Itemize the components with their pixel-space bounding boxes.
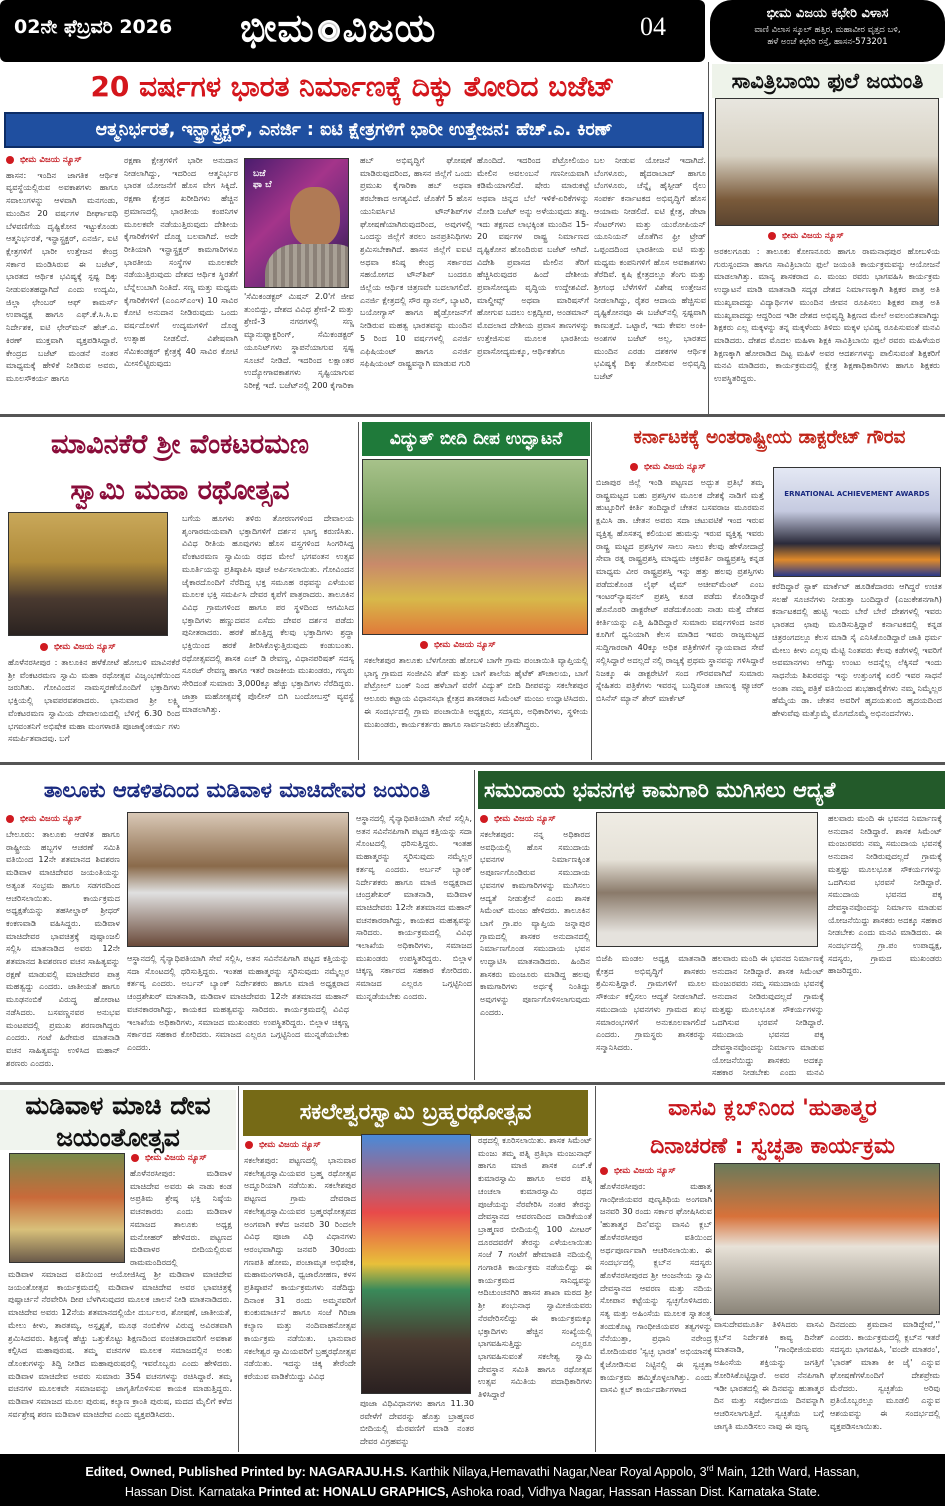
vasavi-headline-line1: ವಾಸವಿ ಕ್ಲಬ್‌ನಿಂದ 'ಹುತಾತ್ಮರ <box>668 1096 877 1121</box>
title-left: ಭೀಮ <box>240 6 315 50</box>
section-divider <box>0 414 945 417</box>
imprint-district: Hassan Dist. Karnataka <box>124 1485 259 1500</box>
newspaper-title <box>240 6 436 51</box>
photo-madivala <box>9 1153 125 1263</box>
sakaleshwara-headline: ಸಕಲೇಶ್ವರಸ್ವಾಮಿ ಬ್ರಹ್ಮರಥೋತ್ಸವ <box>243 1090 588 1136</box>
photo-streetlight <box>362 459 588 635</box>
vasavi-headline <box>600 1090 945 1170</box>
mavinakere-column-1: ಹೊಳೆನರಸೀಪುರ : ತಾಲೂಕಿನ ಹಳೆಕೋಟೆ ಹೋಬಳಿ ಮಾವಿನಕೆರೆ ಶ್ರೀ ವೆಂಕಟರಮಣ ಸ್ವಾಮಿ ಮಹಾ ರಥೋತ್ಸವ ವಿಜೃಂಭಣೆಯಿಂದ ಜರುಗಿತು. ಗೋವಿಂದನ ನಾಮಸ್ಮರಣೆಯೊಂದಿಗೆ ಭಕ್ತಾದಿಗಳು ಭಕ್ತಿಯಲ್ಲಿ ಭಾವಪರವಶರಾದರು. ಭಾನುವಾರ ಶ್ರೀ ಲಕ್ಷ್ಮಿ ವೆಂಕಟರಮಣ ಸ್ವಾಮಿಯ ದೇವಾಲಯದಲ್ಲಿ ಬೆಳಿಗ್ಗೆ 6.30 ರಿಂದ ಭಗವಂತನಿಗೆ ಅಭಿಷೇಕ ಮಹಾ ಮಂಗಳಾರತಿ ಪೂಜಾಕೈಂಕರ್ಯ ಗಳು ಸಮರ್ಪಿತವಾದವು. ಬಗೆ <box>8 657 180 744</box>
madivala-headline <box>0 1090 236 1150</box>
mavinakere-column-2: ಬಗೆಯ ಹೂಗಳು ತಳಿರು ತೋರಣಗಳಿಂದ ದೇವಾಲಯ ಶೃಂಗಾರಮಯವಾಗಿ ಭಕ್ತಾದಿಗಳಿಗೆ ದರ್ಶನ ಭಾಗ್ಯ ಕರುಣಿಸಿತು. ವಿವಿಧ ರೀತಿಯ ಹೂವುಗಳು ಹೊಸ ವಸ್ತ್ರಗಳಿಂದ ಸಿಂಗರಿಸಿದ್ದ ವೆಂಕಟರಮಣ ಸ್ವಾಮಿಯ ರಥದ ಮೇಲೆ ಭಗವಂತನ ಉತ್ಸವ ಮೂರ್ತಿಯನ್ನು ಪ್ರತಿಷ್ಠಾಪಿಸಿ ಪೂಜೆ ಅರ್ಪಿಸಲಾಯಿತು. ಗೋವಿಂದನ ಜೈಕಾರದೊಂದಿಗೆ ನೆರೆದಿದ್ದ ಭಕ್ತ ಸಮೂಹ ರಥವನ್ನು ಎಳೆಯುವ ಮೂಲಕ ಭಕ್ತಿ ಸಮರ್ಪಿಸಿ ದೇವರ ಕೃಪೆಗೆ ಪಾತ್ರರಾದರು. ತಾಲೂಕಿನ ವಿವಿಧ ಗ್ರಾಮಗಳಿಂದ ಹಾಗೂ ಪರ ಸ್ಥಳದಿಂದ ಆಗಮಿಸಿದ ಭಕ್ತಾದಿಗಳು ಹಣ್ಣುದವನ ಎಸೆದು ದೇವರ ದರ್ಶನ ಪಡೆದು ಪುನೀತರಾದರು. ಹರಕೆ ಹೊತ್ತಿದ್ದ ಕೆಲವು ಭಕ್ತಾದಿಗಳು ಶ್ರದ್ಧಾ ಭಕ್ತಿಯಿಂದ ಹರಕೆ ತೀರಿಸಿಕೊಳ್ಳುತ್ತಿರುವುದು ಕಂಡುಬಂತು. ರಥೋತ್ಸವದಲ್ಲಿ ಶಾಸಕ ಎಚ್ ಡಿ ರೇವಣ್ಣ, ವಿಧಾನಪರಿಷತ್ ಸದಸ್ಯ ಸೂರಜ್ ರೇವಣ್ಣ ಹಾಗೂ ಇತರೆ ರಾಜಕೀಯ ಮುಖಂಡರು, ಗಣ್ಯರು ಸೇರಿದಂತೆ ಸುಮಾರು 3,000ಕ್ಕೂ ಹೆಚ್ಚು ಭಕ್ತಾದಿಗಳು ನೆರೆದಿದ್ದರು. ಜಾತ್ರಾ ಮಹೋತ್ಸವಕ್ಕೆ ಪೊಲೀಸ್ ಬಿಗಿ ಬಂದೋಬಸ್ತ್ ವ್ಯವಸ್ಥೆ ಮಾಡಲಾಗಿತ್ತು. <box>182 513 354 714</box>
vasavi-column-3: ದಿನದಂದು ಶ್ರಮದಾನ ಮಾಡಿದ್ದೇವೆ,'' ಎಂದರು. ಕಾರ್ಯಕ್ರಮದಲ್ಲಿ ಕ್ಲಬ್‌ನ ಇತರೆ ಸದಸ್ಯರು ಭಾಗವಹಿಸಿ, 'ವಂದೇ ಮಾತರಂ', 'ಭಾರತ್ ಮಾತಾ ಕೀ ಜೈ' ಎನ್ನುವ ಘೋಷಣೆಗಳೊಂದಿಗೆ ದೇಶಪ್ರೇಮ ಮೆರೆದರು. ಸ್ವಚ್ಛತೆಯ ಅರಿವು ಪ್ರತಿಯೊಬ್ಬರಲ್ಲೂ ಮೂಡಲಿ ಎನ್ನುವ ಆಶಯವನ್ನು ಈ ಸಂದರ್ಭದಲ್ಲಿ ವ್ಯಕ್ತಪಡಿಸಲಾಯಿತು. <box>830 1319 940 1431</box>
streetlight-byline: ಭೀಮ ವಿಜಯ ನ್ಯೂಸ್ <box>420 640 496 650</box>
column-divider <box>591 422 592 760</box>
doctorate-column-1: ಬಿಜಾಪುರ ಜಿಲ್ಲೆ ಇಂಡಿ ಪಟ್ಟಣದ ಅದ್ಭುತ ಪ್ರತಿಭೆ ತಮ್ಮ ರಾಷ್ಟ್ರಮಟ್ಟದ ಬಹು ಪ್ರಶಸ್ತಿಗಳ ಮೂಲಕ ದೇಶಕ್ಕೆ ನಾಡಿಗೆ ಮತ್ತೆ ಹುಟ್ಟೂರಿಗೆ ಕೀರ್ತಿ ತಂದಿದ್ದಾರೆ ಚೇತನ ಬಸವರಾಜ ಮೂರಮನ ಕ್ಷಮಿಸಿ ಡಾ. ಚೇತನ ಅವರು ಸದಾ ಚಟುವಟಿಕೆ ಇಂದ ಇರುವ ವ್ಯಕ್ತಿತ್ವ ಹೊಸತನ್ನ ಕಲಿಯುವ ಹುಮಸ್ಸು ಇರುವ ವ್ಯಕ್ತಿತ್ವ ಇವರು ರಾಷ್ಟ್ರ ಮಟ್ಟದ ಪ್ರಶಸ್ತಿಗಳ ಸಾಲು ಸಾಲು ಕೆಲವು ಹೇಳೋದಾದ್ರೆ ಸೇವಾ ರತ್ನ ರಾಷ್ಟ್ರಪ್ರಶಸ್ತಿ ಮಾಧ್ಯಮ ಚಕ್ರವರ್ತಿ ರಾಷ್ಟ್ರಪ್ರಶಸ್ತಿ ಕನ್ನಡ ಮಾಧ್ಯಮ ವೀರ ರಾಷ್ಟ್ರಪ್ರಶಸ್ತಿ ಇನ್ನು ಹತ್ತು ಹಲವು ಪ್ರಶಸ್ತಿಗಳು ಪಡೆದುಕೊಂಡ ಲೈಫ್ ಟೈಮ್ ಅಚೀವ್‌ಮೆಂಟ್ ಎಂಬ ಇಂಟರ್‌ನ್ಯಾಷನಲ್ ಪ್ರಶಸ್ತಿ ಕೂಡ ಪಡೆದು ಕೊಂಡಿದ್ದಾರೆ ಹೊನೊರರಿ ಡಾಕ್ಟರೇಟ್ ಪಡೆದುಕೊಂಡು ನಾಡು ಮತ್ತೆ ದೇಶದ ಕೀರ್ತಿಯನ್ನು ಎತ್ತಿ ಹಿಡಿದಿದ್ದಾರೆ ಸುಮಾರು ವರ್ಷಗಳಿಂದ ಜನರ ಕೂಗಿಗೆ ಧ್ವನಿಯಾಗಿ ಕೆಲಸ ಮಾಡಿದ ಇವರು ರಾಜ್ಯಮಟ್ಟದ ಸುದ್ದಿಗಾರರಾಗಿ 40ಕ್ಕೂ ಅಧಿಕ ಪತ್ರಿಕೆಗಳಿಗೆ ನ್ಯಾಯವಾದ ಸೇವೆ ಸಲ್ಲಿಸಿದ್ದಾರೆ ಅದಲ್ಲದೆ ನಲ್ಲಿ ರಾಜ್ಯಕ್ಕೆ ಪ್ರಥಮ ಸ್ಥಾನವನ್ನು ಗಳಿಸಿದ್ದಾರೆ ನಿಜಕ್ಕೂ ಈ ಡಾಕ್ಟರೇಟಿಗೆ ಸಂದ ಗೌರವವಾಗಿದೆ ಸುಮಾರು ಸ್ನೇಹಿತರು ಪತ್ರಿಕೆಗಳು ಇವರನ್ನ ಬುದ್ಧಿವಂತ ಚಾಣುಕ್ಯ ಫ್ಯೂಚರ್ ಬಿಸಿನೆಸ್ ಮ್ಯಾನ್ ಶೇರ್ ಮಾರ್ಕೆಟ್ <box>596 477 764 703</box>
madivala-body: ಮಡಿವಾಳ ಸಮಾಜದ ವತಿಯಿಂದ ಆಯೋಜಿಸಿದ್ದ ಶ್ರೀ ಮಡಿವಾಳ ಮಾಚಿದೇವ ಜಯಂತೋತ್ಸವ ಕಾರ್ಯಕ್ರಮದಲ್ಲಿ ಮಡಿವಾಳ ಮಾಚಿದೇವ ಅವರ ಭಾವಚಿತ್ರಕ್ಕೆ ಪುಷ್ಪಾರ್ಚನೆ ನೆರವೇರಿಸಿ ದೀಪ ಬೆಳಗಿಸುವುದರ ಮೂಲಕ ಚಾಲನೆ ನೀಡಿ ಮಾತನಾಡಿದರು. ಮಾಚಿದೇವ ಅವರು 12ನೆಯ ಶತಮಾನದಲ್ಲಿಯೇ ದುರ್ಬಲರ, ಶೋಷಣೆ, ಜಾತೀಯತೆ, ಮೇಲು ಕೀಳು, ತಾರತಮ್ಯ, ಅಸ್ಪೃಶ್ಯತೆ, ಮೂಢ ನಂಬಿಕೆಗಳ ವಿರುದ್ಧ ಅವಿರತವಾಗಿ ಶ್ರಮಿಸಿದವರು. ಶಿಕ್ಷಣಕ್ಕೆ ಹೆಚ್ಚು ಒತ್ತುಕೊಟ್ಟು ಶಿಕ್ಷಣದಿಂದ ವಂಚಿತರಾದವರಿಗೆ ಅವಕಾಶ ಕಲ್ಪಿಸಿದ ಮಹಾಪುರುಷ. ತಮ್ಮ ವಚನಗಳ ಮೂಲಕ ಸಮಾಜದಲ್ಲಿನ ಅಂಕು ಡೊಂಕುಗಳನ್ನು ತಿದ್ದಿ ನೀಡಿದ ಮಹಾಪುರುಷರಲ್ಲಿ ಇವರೊಬ್ಬರು ಎಂದು ಹೇಳಿದರು. ಮಡಿವಾಳ ಮಾಚಿದೇವ ಅವರು ಸುಮಾರು 354 ವಚನಗಳನ್ನು ರಚಿಸಿದ್ದಾರೆ. ತಮ್ಮ ವಚನಗಳ ಮೂಲಕವೇ ಸಮಾಜವನ್ನು ಜಾಗೃತಿಗೊಳಿಸುವ ಕಾಯಕ ಮಾಡುತ್ತಿದ್ದರು. ಮಡಿವಾಳ ಸಮಾಜದ ಮೂಲ ಪುರುಷ, ಕಲ್ಯಾಣ ಕ್ರಾಂತಿ ಪುರುಷ, ಮದದ ಮೈಲಿಗೆ ಕಳೆದ ಸರ್ವಶ್ರೇಷ್ಠ ಶರಣ ಮಡಿವಾಳ ಮಾಚಿದೇವ ಎಂದು ವ್ಯಕ್ತಪಡಿಸಿದರು. <box>8 1269 232 1419</box>
column-divider <box>474 770 475 1080</box>
savitribai-body: ಅರಕಲಗೂಡು : ತಾಲೂಕು ಕೋಣನೂರು ಹಾಗೂ ರಾಮನಾಥಪುರ ಹೋಬಳಿಯ ಗುರುಸ್ಪಂದನಾ ಹಾಗೂ ಸಾವಿತ್ರಿಬಾಯಿ ಫುಲೆ ಜಯಂತಿ ಕಾರ್ಯಕ್ರಮವನ್ನು ಆಯೋಜನೆ ಮಾಡಲಾಗಿತ್ತು. ಮಾನ್ಯ ಶಾಸಕರಾದ ಎ. ಮಂಜು ರವರು ಭಾಗವಹಿಸಿ ಕಾರ್ಯಕ್ರಮ ಉದ್ಘಾಟನೆ ಮಾಡಿ ಮಾತನಾಡಿ ಸದೃಢ ದೇಶದ ನಿರ್ಮಾಣಕ್ಕಾಗಿ ಶಿಕ್ಷಕರ ಪಾತ್ರ ಅತಿ ಮುಖ್ಯವಾದದ್ದು ವಿದ್ಯಾರ್ಥಿಗಳ ಮುಂದಿನ ಜೀವನ ರೂಪಿಸಲು ಶಿಕ್ಷಕರ ಪಾತ್ರ ಅತಿ ಮುಖ್ಯವಾದದ್ದು ಆದ್ದರಿಂದ ಇಡೀ ದೇಶದ ಅಭಿವೃದ್ಧಿ ಶಿಕ್ಷಣದ ಮೇಲೆ ಅವಲಂಬಿತವಾಗಿದ್ದು ಶಿಕ್ಷಕರು ಎಲ್ಲ ಮಕ್ಕಳನ್ನು ತನ್ನ ಮಕ್ಕಳೆಂದು ತಿಳಿದು ಮಕ್ಕಳ ಭವಿಷ್ಯ ರೂಪಿಸುವಂತೆ ಮನವಿ ಮಾಡಿದರು. ದೇಶದ ಮೊದಲ ಮಹಿಳಾ ಶಿಕ್ಷಕಿ ಸಾವಿತ್ರಿಬಾಯಿ ಫುಲೆ ರವರು ಮಹಿಳೆಯರ ಶಿಕ್ಷಣಕ್ಕಾಗಿ ಹೋರಾಡಿದ ದಿಟ್ಟ ಮಹಿಳೆ ಅವರ ಆದರ್ಶಗಳನ್ನು ಪಾಲಿಸುವಂತೆ ಶಿಕ್ಷಕರಿಗೆ ಮನವಿ ಮಾಡಿದರು, ಕಾರ್ಯಕ್ರಮದಲ್ಲಿ ಕ್ಷೇತ್ರ ಶಿಕ್ಷಣಾಧಿಕಾರಿಗಳು ಹಾಗೂ ಶಿಕ್ಷಕರು ಉಪಸ್ಥಿತರಿದ್ದರು. <box>714 246 940 384</box>
sakaleshwara-caption: ಪೂಜಾ ವಿಧಿವಿಧಾನಗಳು ಹಾಗೂ 11.30 ರವೇಳೆಗೆ ದೇವರನ್ನು ಹೊತ್ತು ಬ್ರಾಹ್ಮಣರ ಬೀದಿಯಲ್ಲಿ ಮೆರವಣಿಗೆ ಮಾಡಿ ನಂತರ ದೇವರ ವಿಗ್ರಹವನ್ನು <box>360 1398 474 1447</box>
column-divider <box>358 422 359 760</box>
imprint-line-1 <box>0 1459 945 1482</box>
imprint-superscript: rd <box>706 1464 714 1473</box>
photo-kiran <box>244 158 349 288</box>
vasavi-headline-line2: ದಿನಾಚರಣೆ : ಸ್ವಚ್ಛತಾ ಕಾರ್ಯಕ್ರಮ <box>650 1134 895 1159</box>
section-divider <box>0 1082 945 1085</box>
savitribai-headline: ಸಾವಿತ್ರಿಬಾಯಿ ಫುಲೆ ಜಯಂತಿ <box>712 64 943 98</box>
imprint-address: Karthik Nilaya,Hemavathi Nagar,Near Royal Appolo, 3 <box>407 1465 707 1480</box>
sakaleshwara-column-3: ರಥದಲ್ಲಿ ಕೂರಿಸಲಾಯಿತು. ಶಾಸಕ ಸಿಮೆಂಟ್ ಮಂಜು ತಮ್ಮ ಪತ್ನಿ ಪ್ರತಿಭಾ ಮಂಜುನಾಥ್ ಹಾಗೂ ಮಾಜಿ ಶಾಸಕ ಎಚ್.ಕೆ ಕುಮಾರಸ್ವಾಮಿ ಹಾಗೂ ಅವರ ಪತ್ನಿ ಚಂಚಲಾ ಕುಮಾರಸ್ವಾಮಿ ರಥದ ಪೂಜೆಯನ್ನು ನೆರವೇರಿಸಿ ನಂತರ ತೇರನ್ನು ದೇವಸ್ಥಾನದ ಆವರಣದಿಂದ ವಾಡಿಕೆಯಂತೆ ಬ್ರಾಹ್ಮಣರ ಬೀದಿಯಲ್ಲಿ 100 ಮೀಟರ್ ದೂರದವರೆಗೆ ತೇರನ್ನು ಎಳೆಯಲಾಯಿತು ಸಂಜೆ 7 ಗಂಟೆಗೆ ಹೇಮಾವತಿ ನದಿಯಲ್ಲಿ ಗಂಗಾರತಿ ಕಾರ್ಯಕ್ರಮ ನಡೆಯಲಿದ್ದು ಈ ಕಾರ್ಯಕ್ರಮದ ಸಾನಿಧ್ಯವನ್ನು ಆದಿಚುಂಚನಗಿರಿ ಹಾಸನ ಶಾಖಾ ಮಠದ ಶ್ರೀ ಶ್ರೀ ಶಂಭುನಾಥ ಸ್ವಾಮೀಜಿಯವರು ನೆರವೇರಿಸಲಿದ್ದು ಈ ಕಾರ್ಯಕ್ರಮಕ್ಕೂ ಭಕ್ತಾದಿಗಳು ಹೆಚ್ಚಿನ ಸಂಖ್ಯೆಯಲ್ಲಿ ಭಾಗವಹಿಸುತ್ತಿದ್ದು ಎಲ್ಲರೂ ಭಾಗವಹಿಸುವಂತೆ ಸಕಲೇಶ್ವ ಸ್ವಾಮಿ ದೇವಸ್ಥಾನ ಸಮಿತಿ ಹಾಗೂ ರಥೋತ್ಸವ ಉತ್ಸವ ಸಮಿತಿಯ ಪದಾಧಿಕಾರಿಗಳು ತಿಳಿಸಿದ್ದಾರೆ <box>478 1135 592 1400</box>
office-line-1: ವಾಣಿ ವಿಲಾಸ ಸ್ಕೂಲ್ ಹತ್ತಿರ, ಮಹಾವೀರ ವೃತ್ತದ ಬಳಿ, <box>754 25 901 35</box>
bullet-icon <box>245 1141 253 1149</box>
bullet-icon <box>480 815 488 823</box>
mavinakere-headline <box>0 422 360 522</box>
section-divider <box>0 762 945 765</box>
savitribai-byline: ಭೀಮ ವಿಜಯ ನ್ಯೂಸ್ <box>768 231 844 241</box>
budget-column-5: ಹೊಂದಿದೆ. ಇದರಿಂದ ಪೆಟ್ರೋಲಿಯಂ ಮೇಲಿನ ಅವಲಂಬನೆ ಗಣನೀಯವಾಗಿ ಕಡಿಮೆಯಾಗಲಿದೆ. ಷೇರು ಮಾರುಕಟ್ಟೆ ಅಥವಾ ಚಿನ್ನದ ಬೆಲೆ ಇಳಿಕೆ-ಏರಿಕೆಗಳನ್ನು ನೋಡಿ ಬಜೆಟ್ ಅನ್ನು ಅಳೆಯುವುದು ತಪ್ಪು. ಇದು ತಕ್ಷಣದ ಲಾಭಕ್ಕಿಂತ ಮುಂದಿನ 15-20 ವರ್ಷಗಳ ರಾಷ್ಟ್ರ ನಿರ್ಮಾಣದ ದೃಷ್ಟಿಕೋನ ಹೊಂದಿರುವ ಬಜೆಟ್ ಆಗಿದೆ. ವಿದೇಶಿ ಪ್ರವಾಸದ ಮೇಲಿನ ತೆರಿಗೆ ಹೆಚ್ಚಿಸಿರುವುದರ ಹಿಂದೆ ದೇಶೀಯ ಪ್ರವಾಸೋದ್ಯಮ ವೃದ್ಧಿಯ ಉದ್ದೇಶವಿದೆ. ಮಾಲ್ಡೀವ್ಸ್ ಅಥವಾ ಮಾರಿಷಸ್‌ಗೆ ಹೋಗುವ ಬದಲು ಲಕ್ಷದ್ವೀಪ, ಅಂಡಮಾನ್ ಮೊದಲಾದ ದೇಶೀಯ ಪ್ರವಾಸ ತಾಣಗಳನ್ನು ಉತ್ತೇಜಿಸುವ ಮೂಲಕ ಭಾರತೀಯ ಪ್ರವಾಸೋದ್ಯಮಕ್ಕೂ, ಆರ್ಥಿಕತೆಗೂ <box>477 155 589 356</box>
vasavi-column-2: ವಾಸುದೇವಮೂರ್ತಿ ತಿಳಿಸಿದರು ವಾಸವಿ ಕ್ಲಬ್‌ನ ನಿರ್ದೇಶಕಿ ಕಾವ್ಯ ದಿನೇಶ್ ಮಾತನಾಡಿ, ''ಗಾಂಧೀಜಿಯವರು ಅಹಿಂಸೆಯ ಶಕ್ತಿಯನ್ನು ಜಗತ್ತಿಗೆ ತೋರಿಸಿಕೊಟ್ಟಿದ್ದಾರೆ. ಅವರ ನೆನಪಿಗಾಗಿ ಇಡೀ ಭಾರತದಲ್ಲಿ ಈ ದಿನವನ್ನು ಹುತಾತ್ಮರ ದಿನ ಮತ್ತು ಸರ್ವೋದಯ ದಿನವನ್ನಾಗಿ ಆಚರಿಸಲಾಗುತ್ತಿದೆ. ಸ್ವಚ್ಛತೆಯ ಬಗ್ಗೆ ಜಾಗೃತಿ ಮೂಡಿಸಲು ನಾವು ಈ ಪುಣ್ಯ <box>714 1319 824 1431</box>
samudaya-headline: ಸಮುದಾಯ ಭವನಗಳ ಕಾಮಗಾರಿ ಮುಗಿಸಲು ಆದ್ಯತೆ <box>478 771 945 809</box>
samudaya-column-1: ಸಕಲೇಶಪುರ: ನನ್ನ ಅಧಿಕಾರದ ಅವಧಿಯಲ್ಲಿ ಹೊಸ ಸಮುದಾಯ ಭವನಗಳ ನಿರ್ಮಾಣಕ್ಕಿಂತ ಅಪೂರ್ಣಗೊಂಡಿರುವ ಸಮುದಾಯ ಭವನಗಳ ಕಾಮಗಾರಿಗಳನ್ನು ಮುಗಿಸಲು ಆದ್ಯತೆ ನೀಡುತ್ತೇನೆ ಎಂದು ಶಾಸಕ ಸಿಮೆಂಟ್ ಮಂಜು ಹೇಳಿದರು. ತಾಲೂಕಿನ ಬಾಗೆ ಗ್ರಾ.ಪಂ ವ್ಯಾಪ್ತಿಯ ಜನ್ನಾಪುರ ಗ್ರಾಮದಲ್ಲಿ ಶಾಸಕರ ಅನುದಾನದಲ್ಲಿ ನಿರ್ಮಾಣಗೊಂಡ ಸಮುದಾಯ ಭವನ ಉದ್ಘಾಟಿಸಿ ಮಾತನಾಡಿದರು. ಹಿಂದಿನ ಶಾಸಕರು ಮಂಜೂರು ಮಾಡಿದ್ದ ಹಲವು ಕಾಮಗಾರಿಗಳು ಅರ್ಧಕ್ಕೆ ನಿಂತಿದ್ದು ಅವುಗಳನ್ನು ಪೂರ್ಣಗೊಳಿಸಲಾಗುವುದು ಎಂದರು. <box>480 829 590 1017</box>
imprint-publisher-label: Edited, Owned, Published Printed by: NAGARAJU.H.S. <box>85 1465 408 1480</box>
photo-taluku-event <box>127 812 349 947</box>
taluku-headline: ತಾಲೂಕು ಆಡಳಿತದಿಂದ ಮಡಿವಾಳ ಮಾಚಿದೇವರ ಜಯಂತಿ <box>43 778 431 802</box>
madivala-byline: ಭೀಮ ವಿಜಯ ನ್ಯೂಸ್ <box>131 1153 207 1163</box>
samudaya-column-3: ಹಲವಾರು ಮಂದಿ ಈ ಭವನದ ನಿರ್ಮಾಣಕ್ಕೆ ಅನುದಾನ ನೀಡಿದ್ದಾರೆ. ಶಾಸಕ ಸಿಮೆಂಟ್ ಮಂಜುರವರು ನಮ್ಮ ಸಮುದಾಯ ಭವನಕ್ಕೆ ಅನುದಾನ ನೀಡಿರುವುದಲ್ಲದೆ ಗ್ರಾಮಕ್ಕೆ ಮತ್ತಷ್ಟು ಮೂಲಭೂತ ಸೌಕರ್ಯಗಳನ್ನು ಒದಗಿಸುವ ಭರವಸೆ ನೀಡಿದ್ದಾರೆ. ಸಮುದಾಯ ಭವನದ ಪಕ್ಕ ದೇವಸ್ಥಾನವೊಂದನ್ನು ನಿರ್ಮಾಣ ಮಾಡುವ ಯೋಜನೆಯಿದ್ದು ಶಾಸಕರು ಅದಕ್ಕೂ ಸಹಕಾರ ನೀಡಬೇಕು ಎಂದು ಮನವಿ ಮಾಡಿದರು. ಈ ಸಂದರ್ಭದಲ್ಲಿ ಗ್ರಾ.ಪಂ ಉಪಾಧ್ಯಕ್ಷ, ಸದಸ್ಯರು, ಗ್ರಾಮದ ಮುಖಂಡರು ಹಾಜರಿದ್ದರು. <box>828 813 942 976</box>
samudaya-column-2: ಬಿಜೆಪಿ ಮಂಡಲ ಅಧ್ಯಕ್ಷ ಮಾತನಾಡಿ ಕ್ಷೇತ್ರದ ಅಭಿವೃದ್ಧಿಗೆ ಶಾಸಕರು ಶ್ರಮಿಸುತ್ತಿದ್ದಾರೆ. ಗ್ರಾಮಗಳಿಗೆ ಮೂಲ ಸೌಕರ್ಯ ಕಲ್ಪಿಸಲು ಆದ್ಯತೆ ನೀಡಲಾಗಿದೆ. ಸಮುದಾಯ ಭವನಗಳು ಗ್ರಾಮದ ಶುಭ ಸಮಾರಂಭಗಳಿಗೆ ಅನುಕೂಲವಾಗಲಿದೆ ಎಂದರು. ಗ್ರಾಮಸ್ಥರು ಶಾಸಕರನ್ನು ಸನ್ಮಾನಿಸಿದರು. <box>596 953 706 1052</box>
mavinakere-byline: ಭೀಮ ವಿಜಯ ನ್ಯೂಸ್ <box>40 642 116 652</box>
photo-samudaya-event <box>596 812 818 947</box>
budget-column-4: ಹಬ್ ಅಭಿವೃದ್ಧಿಗೆ ಘೋಷಣೆ ಮಾಡಿರುವುದರಿಂದ, ಹಾಸನ ಜಿಲ್ಲೆಗೆ ಒಂದು ಪ್ರಮುಖ ಕೈಗಾರಿಕಾ ಹಬ್ ಅಥವಾ ತರಬೇಕಾದ ಅಗತ್ಯವಿದೆ. ಜೊತೆಗೆ 5 ಹೊಸ ಯುನಿವರ್ಸಿಟಿ ಟೌನ್‌ಶಿಪ್‌ಗಳ ಘೋಷಣೆಯಾಗಿರುವುದರಿಂದ, ಅವುಗಳಲ್ಲಿ ಒಂದನ್ನು ಜಿಲ್ಲೆಗೆ ತರಲು ಜನಪ್ರತಿನಿಧಿಗಳು ಶ್ರಮಿಸಬೇಕಾಗಿದೆ. ಹಾಸನ ಜಿಲ್ಲೆಗೆ ಐಐಟಿ ಅಥವಾ ಕನಿಷ್ಠ ಕೇಂದ್ರ ಸರ್ಕಾರದ ಸಹಯೋಗದ ಟೌನ್‌ಶಿಪ್ ಬಂದರೂ ಜಿಲ್ಲೆಯ ಆರ್ಥಿಕ ಚಿತ್ರಣವೇ ಬದಲಾಗಲಿದೆ. ಎನರ್ಜಿ ಕ್ಷೇತ್ರದಲ್ಲಿ ಸೌರ ಪ್ಯಾನಲ್, ಬ್ಯಾಟರಿ, ಬಯೋಗ್ಯಾಸ್ ಹಾಗೂ ಹೈಡ್ರೋಜನ್‌ಗೆ ನೀಡಿರುವ ಮಹತ್ವ ಭಾರತವನ್ನು ಮುಂದಿನ 5 ರಿಂದ 10 ವರ್ಷಗಳಲ್ಲಿ ಎನರ್ಜಿ ಎಫಿಷಿಯಂಟ್ ಹಾಗೂ ಎನರ್ಜಿ ಸಫಿಷಿಯಂಟ್ ರಾಷ್ಟ್ರವನ್ನಾಗಿ ಮಾಡುವ ಗುರಿ <box>360 155 472 369</box>
bullet-icon <box>768 232 776 240</box>
photo-suit <box>265 244 349 288</box>
title-right: ವಿಜಯ <box>342 6 437 50</box>
doctorate-byline: ಭೀಮ ವಿಜಯ ನ್ಯೂಸ್ <box>630 462 706 472</box>
streetlight-headline: ವಿದ್ಯುತ್ ಬೀದಿ ದೀಪ ಉದ್ಘಾಟನೆ <box>362 422 590 456</box>
taluku-column-2-bottom: ಆಸ್ಥಾನದಲ್ಲಿ ಸೈನ್ಯಾಧಿಪತಿಯಾಗಿ ಸೇವೆ ಸಲ್ಲಿಸಿ, ಅತನ ಸವಿನೆನಪಿಗಾಗಿ ಪಟ್ಟದ ಕತ್ತಿಯನ್ನು ಸದಾ ಸೊಂಟದಲ್ಲಿ ಧರಿಸುತ್ತಿದ್ದರು. ಇಂತಹ ಮಹಾತ್ಮರನ್ನು ಸ್ಮರಿಸುವುದು ನಮ್ಮೆಲ್ಲರ ಕರ್ತವ್ಯ ಎಂದರು. ಅರ್ಬನ್ ಬ್ಯಾಂಕ್ ನಿರ್ದೇಶಕರು ಹಾಗೂ ಮಾಜಿ ಅಧ್ಯಕ್ಷರಾದ ಚಂದ್ರಶೇಖರ್ ಮಾತನಾಡಿ, ಮಡಿವಾಳ ಮಾಚಿದೇವರು 12ನೇ ಶತಮಾನದ ಮಹಾನ್ ವಚನಕಾರರಾಗಿದ್ದು, ಕಾಯಕದ ಮಹತ್ವವನ್ನು ಸಾರಿದರು. ಕಾರ್ಯಕ್ರಮದಲ್ಲಿ ವಿವಿಧ ಇಲಾಖೆಯ ಅಧಿಕಾರಿಗಳು, ಸಮಾಜದ ಮುಖಂಡರು ಉಪಸ್ಥಿತರಿದ್ದರು. ಬಿಲ್ಲಾಳ ಚಿಕ್ಕಣ್ಣ ಸರ್ಕಾರದ ಸಹಕಾರ ಕೋರಿದರು. ಸಮಾಜದ ಎಲ್ಲರೂ ಒಗ್ಗಟ್ಟಿನಿಂದ ಮುನ್ನಡೆಯಬೇಕು ಎಂದರು. <box>127 953 349 1052</box>
photo-badge-text: ಬಜೆ ಫಾ ಬೆ <box>253 169 272 190</box>
byline: ಭೀಮ ವಿಜಯ ನ್ಯೂಸ್ <box>6 154 118 167</box>
column-divider <box>708 62 709 414</box>
vasavi-byline: ಭೀಮ ವಿಜಯ ನ್ಯೂಸ್ <box>600 1166 676 1176</box>
doctorate-column-2: ಕರೆದಿದ್ದಾರೆ ಸ್ಟಾಕ್ ಮಾರ್ಕೆಟ್ ಹೂಡಿಕೆದಾರರು ಆಗಿದ್ದರೆ ಉಚಿತ ಸಲಹೆ ಸೂಚನೆಗಳು ನೀಡುತ್ತಾ ಬಂದಿದ್ದಾರೆ (ಎಜುಕೇಶನಗಾಗಿ) ಕರ್ನಾಟಕದಲ್ಲಿ ಹುಟ್ಟಿ ಇಂದು ಬೇರೆ ಬೇರೆ ದೇಶಗಳಲ್ಲಿ ಇವರು ಭಾರತದ ಛಾಪು ಮೂಡಿಸುತ್ತಿದ್ದಾರೆ ಕರ್ನಾಟಕದಲ್ಲಿ ಕನ್ನಡ ಚಿತ್ರರಂಗದಲ್ಲೂ ಕೆಲಸ ಮಾಡಿ ಸೈ ಎನಿಸಿಕೊಂಡಿದ್ದಾರೆ ಜಾತಿ ಧರ್ಮ ಮೇಲು ಕೀಳು ಎಲ್ಲವು ಮೆಟ್ಟಿ ನಿಂತವರು ಕೆಲವು ಕಡೆಗಳಲ್ಲಿ ಇವರಿಗೆ ಅವಮಾನಗಳು ಆಗಿದ್ದು ಉಂಟು ಅದನ್ನೆಲ್ಲ ಲೆಕ್ಕಿಸದೆ ಇಂದು ಸಾಧನೆಯ ಶಿಖರವನ್ನು ಇನ್ನು ಉತ್ತುಂಗಕ್ಕೆ ಏರಲಿ ಇವರ ಸಾಧನೆ ಅಂತಾ ನಮ್ಮ ಪತ್ರಿಕೆ ವತಿಯಿಂದ ಶುಭಹಾರೈಕೆಗಳು ನಮ್ಮ ನಿಮ್ಮೆಲ್ಲರ ಹೆಮ್ಮೆಯ ಡಾ. ಚೇತನ ಅವರಿಗೆ ಹೃದಯತುಂಬಿ ಹೃದಯದಿಂದ ಹೇಳುವೆವು ಮತ್ತೊಮ್ಮೆ ಮೊಗದೊಮ್ಮೆ ಅಭಿನಂದನೆಗಳು. <box>772 581 942 719</box>
streetlight-body: ಸಕಲೇಶಪುರ ತಾಲೂಕು ಬೆಳಗೋಡು ಹೋಬಳಿ ಬಾಗೇ ಗ್ರಾಮ ಪಂಚಾಯಿತಿ ವ್ಯಾಪ್ತಿಯಲ್ಲಿ ಭಾಗ್ಯ ಗ್ರಾಮದ ಸಂಜೀವಿನಿ ಶೆಡ್ ಮತ್ತು ಬಾಗೆ ಶಾಲೆಯ ಹೈಟೆಕ್ ಶೌಚಾಲಯ, ಬಾಗೆ ಪೆಟ್ರೋಲ್ ಬಂಕ್ ನಿಂದ ಹಳೆಬಾಗೆ ವರೆಗೆ ವಿದ್ಯುತ್ ಬೀದಿ ದೀಪವನ್ನು ಸಕಲೇಶಪುರ ಆಲೂರು ಕಟ್ಟಾಯ ವಿಧಾನಸಭಾ ಕ್ಷೇತ್ರದ ಶಾಸಕರಾದ ಸಿಮೆಂಟ್ ಮಂಜು ಉದ್ಘಾಟಿಸಿದರು. ಈ ಸಂದರ್ಭದಲ್ಲಿ ಗ್ರಾಮ ಪಂಚಾಯಿತಿ ಅಧ್ಯಕ್ಷರು, ಸದಸ್ಯರು, ಅಧಿಕಾರಿಗಳು, ಸ್ಥಳೀಯ ಮುಖಂಡರು, ಕಾರ್ಯಕರ್ತರು ಹಾಗೂ ಸಾರ್ವಜನಿಕರು ಜೊತೆಗಿದ್ದರು. <box>364 655 588 729</box>
madivala-headline-line2: ಜಯಂತೋತ್ಸವ <box>56 1123 180 1152</box>
photo-rathotsava <box>361 1134 471 1394</box>
award-banner-text: ERNATIONAL ACHIEVEMENT AWARDS <box>784 490 930 498</box>
bullet-icon <box>600 1167 608 1175</box>
bullet-icon <box>630 463 638 471</box>
imprint-printer-address: Ashoka road, Vidhya Nagar, Hassan Hassan Dist. Karnataka State. <box>448 1485 821 1500</box>
imprint-line-2 <box>0 1482 945 1502</box>
photo-face <box>290 187 340 247</box>
vasavi-column-1: ಹೊಳೆನರಸೀಪುರ: ಮಹಾತ್ಮ ಗಾಂಧೀಜಿಯವರ ಪುಣ್ಯತಿಥಿಯ ಅಂಗವಾಗಿ ಜನವರಿ 30 ರಂದು ಸರ್ಕಾರ ಘೋಷಿಸಿರುವ 'ಹುತಾತ್ಮರ ದಿನ'ವನ್ನು ವಾಸವಿ ಕ್ಲಬ್ ಹೊಳೆನರಸೀಪುರ ವತಿಯಿಂದ ಅರ್ಥಪೂರ್ಣವಾಗಿ ಆಚರಿಸಲಾಯಿತು. ಈ ಸಂದರ್ಭದಲ್ಲಿ ಕ್ಲಬ್‌ನ ಸದಸ್ಯರು ಹೊಳೆನರಸೀಪುರದ ಶ್ರೀ ಆಂಜನೇಯ ಸ್ವಾಮಿ ದೇವಸ್ಥಾನದ ಆವರಣ ಮತ್ತು ನದಿಯ ಸೋಪಾನ ಕಟ್ಟೆಯನ್ನು ಸ್ವಚ್ಛಗೊಳಿಸಿದರು. ಸತ್ಯ ಮತ್ತು ಅಹಿಂಸೆಯ ಮೂಲಕ ಸ್ವಾತಂತ್ರ್ಯ ತಂದುಕೊಟ್ಟ ಗಾಂಧೀಜಿಯವರ ತತ್ವಗಳನ್ನು ನೆನೆಯುತ್ತಾ, ಪ್ರಧಾನಿ ನರೇಂದ್ರ ಮೋದಿಯವರ 'ಸ್ವಚ್ಛ ಭಾರತ' ಅಭಿಯಾನಕ್ಕೆ ಕೈಜೋಡಿಸುವ ನಿಟ್ಟಿನಲ್ಲಿ ಈ ಸ್ವಚ್ಛತಾ ಕಾರ್ಯಕ್ರಮ ಹಮ್ಮಿಕೊಳ್ಳಲಾಗಿತ್ತು. ಎಂದು ವಾಸವಿ ಕ್ಲಬ್ ಕಾರ್ಯದರ್ಶಿಗಳಾದ <box>600 1181 712 1395</box>
bullet-icon <box>6 156 14 164</box>
budget-headline: 20 ವರ್ಷಗಳ ಭಾರತ ನಿರ್ಮಾಣಕ್ಕೆ ದಿಕ್ಕು ತೋರಿದ ಬಜೆಟ್ <box>90 70 615 103</box>
mavinakere-headline-line2: ಸ್ವಾಮಿ ಮಹಾ ರಥೋತ್ಸವ <box>70 475 290 506</box>
samudaya-column-2b: ಹಲವಾರು ಮಂದಿ ಈ ಭವನದ ನಿರ್ಮಾಣಕ್ಕೆ ಅನುದಾನ ನೀಡಿದ್ದಾರೆ. ಶಾಸಕ ಸಿಮೆಂಟ್ ಮಂಜುರವರು ನಮ್ಮ ಸಮುದಾಯ ಭವನಕ್ಕೆ ಅನುದಾನ ನೀಡಿರುವುದಲ್ಲದೆ ಗ್ರಾಮಕ್ಕೆ ಮತ್ತಷ್ಟು ಮೂಲಭೂತ ಸೌಕರ್ಯಗಳನ್ನು ಒದಗಿಸುವ ಭರವಸೆ ನೀಡಿದ್ದಾರೆ. ಸಮುದಾಯ ಭವನದ ಪಕ್ಕ ದೇವಸ್ಥಾನವೊಂದನ್ನು ನಿರ್ಮಾಣ ಮಾಡುವ ಯೋಜನೆಯಿದ್ದು ಶಾಸಕರು ಅದಕ್ಕೂ ಸಹಕಾರ ನೀಡಬೇಕು ಎಂದು ಮನವಿ <box>712 953 824 1078</box>
column-divider <box>595 1086 596 1452</box>
bullet-icon <box>6 815 14 823</box>
budget-text-1: ಹಾಸನ: ಇಂದಿನ ಜಾಗತಿಕ ಆರ್ಥಿಕ ವ್ಯವಸ್ಥೆಯಲ್ಲಿರುವ ಅವಕಾಶಗಳು ಹಾಗೂ ಸವಾಲುಗಳನ್ನು ಆಳವಾಗಿ ಮನಗಂಡು, ಮುಂದಿನ 20 ವರ್ಷಗಳ ದೀರ್ಘಾವಧಿ ಬೆಳವಣಿಗೆಯ ದೃಷ್ಟಿಕೋನ ಇಟ್ಟುಕೊಂಡು ಆತ್ಮನಿರ್ಭರತೆ, ಇನ್ಫ್ರಾಸ್ಟ್ರಕ್ಚರ್, ಎನರ್ಜಿ, ಐಟಿ ಕ್ಷೇತ್ರಗಳಿಗೆ ಭಾರೀ ಉತ್ತೇಜನ ಕೇಂದ್ರ ಸರ್ಕಾರ ಮಂಡಿಸಿರುವ ಈ ಬಜೆಟ್, ಭಾರತದ ಆರ್ಥಿಕ ಭವಿಷ್ಯಕ್ಕೆ ಸ್ಪಷ್ಟ ದಿಕ್ಕು ನೀಡುವಂತಹದ್ದಾಗಿದೆ ಎಂದು ಉದ್ಯಮಿ, ಜಿಲ್ಲಾ ಛೇಂಬರ್ ಆಫ್ ಕಾಮರ್ಸ್ ಉಪಾಧ್ಯಕ್ಷ ಹಾಗೂ ಎಫ್.ಕೆ.ಸಿ.ಸಿ.ಐ ನಿರ್ದೇಶಕ, ಐಟಿ ಛೇರ್‌ಮನ್ ಹೆಚ್.ಎ. ಕಿರಣ್ ಮುಕ್ತವಾಗಿ ವ್ಯಕ್ತಪಡಿಸಿದ್ದಾರೆ. ಕೇಂದ್ರದ ಬಜೆಟ್ ಮಂಡನೆ ನಂತರ ಮಾಧ್ಯಮಕ್ಕೆ ಹೇಳಿಕೆ ನೀಡಿರುವ ಅವರು, ಮೂಲಸೌಕರ್ಯ ಹಾಗೂ <box>6 169 118 383</box>
taluku-column-1: ಬೇಲೂರು: ತಾಲೂಕು ಆಡಳಿತ ಹಾಗೂ ರಾಷ್ಟ್ರೀಯ ಹಬ್ಬಗಳ ಆಚರಣೆ ಸಮಿತಿ ವತಿಯಿಂದ 12ನೇ ಶತಮಾನದ ಶಿವಶರಣ ಮಡಿವಾಳ ಮಾಚಿದೇವರ ಜಯಂತಿಯನ್ನು ಅತ್ಯಂತ ಸಂಭ್ರಮ ಹಾಗೂ ಸಡಗರದಿಂದ ಆಚರಿಸಲಾಯಿತು. ಕಾರ್ಯಕ್ರಮದ ಅಧ್ಯಕ್ಷತೆಯನ್ನು ತಹಸೀಲ್ದಾರ್ ಶ್ರೀಧರ್ ಕಂಕಣವಾಡಿ ವಹಿಸಿದ್ದರು. ಮಡಿವಾಳ ಮಾಚಿದೇವರ ಭಾವಚಿತ್ರಕ್ಕೆ ಪುಷ್ಪಾಂಜಲಿ ಸಲ್ಲಿಸಿ ಮಾತನಾಡಿದ ಅವರು 12ನೇ ಶತಮಾನದ ಶಿವಶರಣರ ವಚನ ಸಾಹಿತ್ಯವನ್ನು ರಕ್ಷಣೆ ಮಾಡುವಲ್ಲಿ ಮಾಚಿದೇವರ ಪಾತ್ರ ಮಹತ್ವದ್ದು ಎಂದರು. ಜಾತೀಯತೆ ಹಾಗೂ ಮೂಢನಂಬಿಕೆ ವಿರುದ್ಧ ಹೋರಾಟ ನಡೆಸಿದರು. ಬಸವಣ್ಣನವರ ಅನುಭವ ಮಂಟಪದಲ್ಲಿ ಪ್ರಮುಖ ಶರಣರಾಗಿದ್ದರು ಎಂದರು. ಗಂಟೆ ಹಿರೇಮಠ ಮಾತನಾಡಿ ವಚನ ಸಾಹಿತ್ಯವನ್ನು ಉಳಿಸಿದ ಮಹಾನ್ ಶರಣರು ಎಂದರು. <box>6 829 120 1068</box>
imprint-footer <box>0 1454 945 1506</box>
page-number: 04 <box>640 12 666 41</box>
madivala-intro: ಹೊಳೆನರಸೀಪುರ: ಮಡಿವಾಳ ಮಾಚಿದೇವ ಅವರು ಈ ನಾಡು ಕಂಡ ಅಪ್ರತಿಮ ಶ್ರೇಷ್ಠ ಭಕ್ತಿ ನಿಷ್ಠೆಯ ವಚನಕಾರರು ಎಂದು ಮಡಿವಾಳ ಸಮಾಜದ ತಾಲೂಕು ಅಧ್ಯಕ್ಷ ಮನೋಹರ್ ಹೇಳಿದರು. ಪಟ್ಟಣದ ಮಡಿವಾಳರ ಬೀದಿಯಲ್ಲಿರುವ ರಾಮಮಂದಿರದಲ್ಲಿ <box>130 1168 232 1267</box>
photo-vasavi-club <box>714 1163 940 1315</box>
mavinakere-headline-line1: ಮಾವಿನಕೆರೆ ಶ್ರೀ ವೆಂಕಟರಮಣ <box>50 429 310 460</box>
office-line-2: ಹಳೆ ಅಂಚೆ ಕಛೇರಿ ರಸ್ತೆ, ಹಾಸನ-573201 <box>767 37 888 47</box>
taluku-column-3: ಆಸ್ಥಾನದಲ್ಲಿ ಸೈನ್ಯಾಧಿಪತಿಯಾಗಿ ಸೇವೆ ಸಲ್ಲಿಸಿ, ಅತನ ಸವಿನೆನಪಿಗಾಗಿ ಪಟ್ಟದ ಕತ್ತಿಯನ್ನು ಸದಾ ಸೊಂಟದಲ್ಲಿ ಧರಿಸುತ್ತಿದ್ದರು. ಇಂತಹ ಮಹಾತ್ಮರನ್ನು ಸ್ಮರಿಸುವುದು ನಮ್ಮೆಲ್ಲರ ಕರ್ತವ್ಯ ಎಂದರು. ಅರ್ಬನ್ ಬ್ಯಾಂಕ್ ನಿರ್ದೇಶಕರು ಹಾಗೂ ಮಾಜಿ ಅಧ್ಯಕ್ಷರಾದ ಚಂದ್ರಶೇಖರ್ ಮಾತನಾಡಿ, ಮಡಿವಾಳ ಮಾಚಿದೇವರು 12ನೇ ಶತಮಾನದ ಮಹಾನ್ ವಚನಕಾರರಾಗಿದ್ದು, ಕಾಯಕದ ಮಹತ್ವವನ್ನು ಸಾರಿದರು. ಕಾರ್ಯಕ್ರಮದಲ್ಲಿ ವಿವಿಧ ಇಲಾಖೆಯ ಅಧಿಕಾರಿಗಳು, ಸಮಾಜದ ಮುಖಂಡರು ಉಪಸ್ಥಿತರಿದ್ದರು. ಬಿಲ್ಲಾಳ ಚಿಕ್ಕಣ್ಣ ಸರ್ಕಾರದ ಸಹಕಾರ ಕೋರಿದರು. ಸಮಾಜದ ಎಲ್ಲರೂ ಒಗ್ಗಟ್ಟಿನಿಂದ ಮುನ್ನಡೆಯಬೇಕು ಎಂದರು. <box>356 813 472 1001</box>
doctorate-headline: ಕರ್ನಾಟಕಕ್ಕೆ ಅಂತರಾಷ್ಟ್ರೀಯ ಡಾಕ್ಟರೇಟ್ ಗೌರವ <box>633 427 906 448</box>
samudaya-byline: ಭೀಮ ವಿಜಯ ನ್ಯೂಸ್ <box>480 814 556 824</box>
budget-column-3: 'ಸೆಮಿಕಂಡಕ್ಟರ್ ಮಿಷನ್ 2.0'ಗೆ ಜೀವ ತುಂಬಿದ್ದು, ದೇಶದ ವಿವಿಧ ಶ್ರೇಣಿ-2 ಮತ್ತು ಶ್ರೇಣಿ-3 ನಗರಗಳಲ್ಲಿ ಸಣ್ಣ ಮ್ಯಾನುಫ್ಯಾಕ್ಚರಿಂಗ್, ಸೆಮಿಕಂಡಕ್ಟರ್ ಯೂನಿಟ್‌ಗಳು ಸ್ಥಾಪನೆಯಾಗುವ ಸ್ಪಷ್ಟ ಸೂಚನೆ ನೀಡಿದೆ. ಇದರಿಂದ ಲಕ್ಷಾಂತರ ಉದ್ಯೋಗಾವಕಾಶಗಳು ಸೃಷ್ಟಿಯಾಗುವ ನಿರೀಕ್ಷೆ ಇದೆ. ಬಜೆಟ್‌ನಲ್ಲಿ 200 ಕೈಗಾರಿಕಾ <box>244 291 354 390</box>
issue-date: 02ನೇ ಫೆಬ್ರವರಿ 2026 <box>14 16 173 38</box>
budget-subheadline: ಆತ್ಮನಿರ್ಭರತೆ, ಇನ್ಫ್ರಾಸ್ಟ್ರಕ್ಚರ್, ಎನರ್ಜಿ : ಐಟಿ ಕ್ಷೇತ್ರಗಳಿಗೆ ಭಾರೀ ಉತ್ತೇಜನ: ಹೆಚ್.ಎ. ಕಿರಣ್ <box>4 112 704 148</box>
imprint-printer-label: Printed at: HONALU GRAPHICS, <box>258 1485 449 1500</box>
bullet-icon <box>420 641 428 649</box>
budget-column-1 <box>6 154 118 412</box>
madivala-headline-line1: ಮಡಿವಾಳ ಮಾಚಿ ದೇವ <box>25 1091 211 1120</box>
bullet-icon <box>131 1154 139 1162</box>
office-address-box <box>710 0 945 62</box>
sakaleshwara-byline: ಭೀಮ ವಿಜಯ ನ್ಯೂಸ್ <box>245 1140 321 1150</box>
sakaleshwara-column-1: ಸಕಲೇಶಪುರ: ಪಟ್ಟಣದಲ್ಲಿ ಭಾನುವಾರ ಸಕಲೇಶ್ವರಸ್ವಾಮಿಯವರ ಬ್ರಹ್ಮ ರಥೋತ್ಸವ ಅದ್ದೂರಿಯಾಗಿ ನಡೆಯಿತು. ಸಕಲೇಶಪುರ ಪಟ್ಟಣದ ಗ್ರಾಮ ದೇವರಾದ ಸಕಲೇಶ್ವರಸ್ವಾಮಿಯವರ ಬ್ರಹ್ಮರಥೋತ್ಸವದ ಅಂಗವಾಗಿ ಕಳೆದ ಜನವರಿ 30 ರಿಂದಲೇ ವಿವಿಧ ಪೂಜಾ ವಿಧಿ ವಿಧಾನಗಳು ಆರಂಭವಾಗಿದ್ದು ಜನವರಿ 30ರಂದು ಗಣಪತಿ ಹೋಮ, ಪಂಚಾಮೃತ ಅಭಿಷೇಕ, ಮಹಾಮಂಗಳಾರತಿ, ಧ್ವಜಾರೋಹಣ, ಕಳಸ ಪ್ರತಿಷ್ಠಾಪನೆ ಕಾರ್ಯಕ್ರಮಗಳು ನಡೆದಿದ್ದು ದಿನಾಂಕ 31 ರಂದು ಅಮ್ಮನವರಿಗೆ ಕುಂಕುಮಾರ್ಚನೆ ಹಾಗೂ ಸಂಜೆ ಗಿರಿಜಾ ಕಲ್ಯಾಣ ಮತ್ತು ನಂದಿವಾಹನೋತ್ಸವ ಕಾರ್ಯಕ್ರಮ ನಡೆಯಿತು. ಭಾನುವಾರ ಸಕಲೇಶ್ವರ ಸ್ವಾಮಿಯವರಿಗೆ ಬ್ರಹ್ಮರಥೋತ್ಸವ ನಡೆಯಿತು. ಇದನ್ನು ಚಿಕ್ಕ ತೇರೆಂದೇ ಕರೆಯುವ ವಾಡಿಕೆಯಿದ್ದು ವಿವಿಧ <box>244 1155 356 1381</box>
photo-temple <box>8 512 168 636</box>
bullet-icon <box>40 643 48 651</box>
photo-award-ceremony <box>773 467 941 577</box>
imprint-address-tail: Main, 12th Ward, Hassan, <box>713 1465 860 1480</box>
budget-column-6: ಬಲ ನೀಡುವ ಯೋಜನೆ ಇದಾಗಿದೆ. ಬೆಂಗಳೂರು, ಹೈದರಾಬಾದ್ ಹಾಗೂ ಬೆಂಗಳೂರು, ಚೆನ್ನೈ ಹೈಸ್ಪೀಡ್ ರೈಲು ಸಂಪರ್ಕ ಕರ್ನಾಟಕದ ಅಭಿವೃದ್ಧಿಗೆ ಹೊಸ ಆಯಾಮ ನೀಡಲಿದೆ. ಐಟಿ ಕ್ಷೇತ್ರ, ಡೇಟಾ ಸೆಂಟರ್‌ಗಳು ಮತ್ತು ಯುರೋಪಿಯನ್ ಯೂನಿಯನ್ ಜೊತೆಗಿನ ಫ್ರೀ ಟ್ರೇಡ್ ಒಪ್ಪಂದದಿಂದ ಭಾರತೀಯ ಐಟಿ ಮತ್ತು ಮಧ್ಯಮ ಕಂಪನಿಗಳಿಗೆ ಹೊಸ ಅವಕಾಶಗಳು ತೆರೆದಿವೆ. ಕೃಷಿ ಕ್ಷೇತ್ರದಲ್ಲೂ ತೆಂಗು ಮತ್ತು ಶ್ರೀಗಂಧ ಬೆಳೆಗಳಿಗೆ ವಿಶೇಷ ಉತ್ತೇಜನ ನೀಡಲಾಗಿದ್ದು, ರೈತರ ಆದಾಯ ಹೆಚ್ಚಿಸುವ ದೃಷ್ಟಿಕೋನವೂ ಈ ಬಜೆಟ್‌ನಲ್ಲಿ ಸ್ಪಷ್ಟವಾಗಿ ಕಾಣುತ್ತದೆ. ಒಟ್ಟಾರೆ, ಇದು ಕೇವಲ ಅಂಕಿ-ಅಂಶಗಳ ಬಜೆಟ್ ಅಲ್ಲ, ಭಾರತದ ಮುಂದಿನ ಎರಡು ದಶಕಗಳ ಆರ್ಥಿಕ ಭವಿಷ್ಯಕ್ಕೆ ದಿಕ್ಕು ತೋರಿಸುವ ಅಭಿವೃದ್ಧಿ ಬಜೆಟ್ <box>594 155 706 381</box>
chakra-icon <box>318 20 340 42</box>
office-title: ಭೀಮ ವಿಜಯ ಕಛೇರಿ ವಿಳಾಸ <box>766 6 889 21</box>
photo-savitribai-event <box>715 98 939 226</box>
taluku-byline: ಭೀಮ ವಿಜಯ ನ್ಯೂಸ್ <box>6 814 82 824</box>
column-divider <box>238 1086 239 1452</box>
budget-column-2: ರಕ್ಷಣಾ ಕ್ಷೇತ್ರಗಳಿಗೆ ಭಾರೀ ಅನುದಾನ ನೀಡಲಾಗಿದ್ದು, ಇದರಿಂದ ಆತ್ಮನಿರ್ಭರ ಭಾರತ ಯೋಜನೆಗೆ ಹೊಸ ವೇಗ ಸಿಕ್ಕಿದೆ. ರಕ್ಷಣಾ ಕ್ಷೇತ್ರದ ಖರೀದಿಗಳು ಹೆಚ್ಚಿನ ಪ್ರಮಾಣದಲ್ಲಿ ಭಾರತೀಯ ಕಂಪನಿಗಳ ಮೂಲಕವೇ ನಡೆಯುತ್ತಿರುವುದು ದೇಶೀಯ ಕೈಗಾರಿಕೆಗಳಿಗೆ ದೊಡ್ಡ ಬಲವಾಗಿದೆ. ಅದೇ ರೀತಿಯಾಗಿ ಇನ್ಫ್ರಾಸ್ಟ್ರಕ್ಚರ್ ಕಾಮಗಾರಿಗಳೂ ಭಾರತೀಯ ಸಂಸ್ಥೆಗಳ ಮೂಲಕವೇ ನಡೆಯುತ್ತಿರುವುದು ದೇಶದ ಆರ್ಥಿಕ ಸ್ಥಿರತೆಗೆ ಬೆನ್ನೆಲುಬಾಗಿ ನಿಂತಿದೆ. ಸಣ್ಣ ಮತ್ತು ಮಧ್ಯಮ ಕೈಗಾರಿಕೆಗಳಿಗೆ (ಎಂಎಸ್‌ಎಂಇ) 10 ಸಾವಿರ ಕೋಟಿ ಅನುದಾನ ನೀಡಿರುವುದು ಒಂದು ವರ್ಷದೊಳಗೆ ಉದ್ಯಮಗಳಿಗೆ ದೊಡ್ಡ ಉತ್ಸಾಹ ನೀಡಲಿದೆ. ವಿಶೇಷವಾಗಿ ಸೆಮಿಕಂಡಕ್ಟರ್ ಕ್ಷೇತ್ರಕ್ಕೆ 40 ಸಾವಿರ ಕೋಟಿ ಮೀಸಲಿಟ್ಟಿರುವುದು <box>124 155 238 369</box>
